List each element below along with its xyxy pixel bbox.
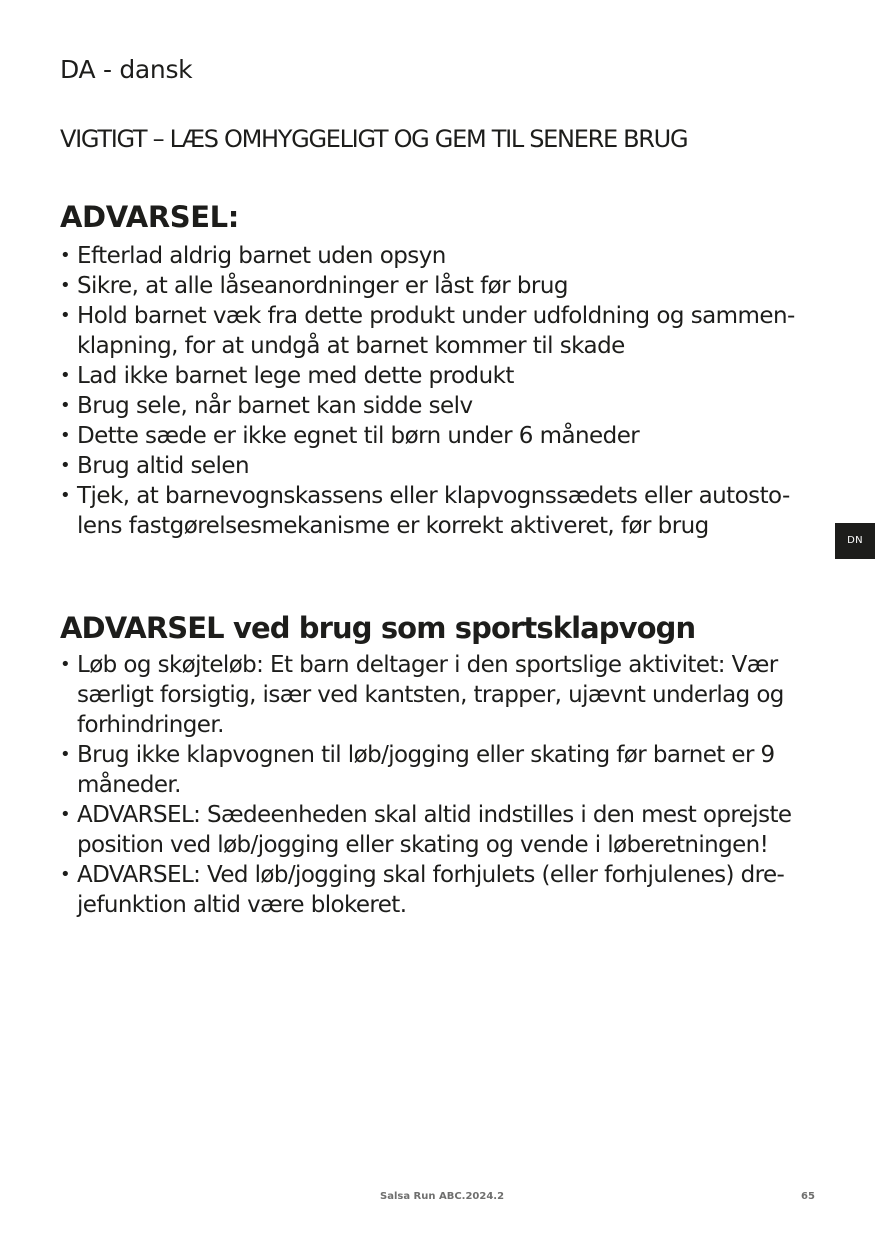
list-item-text: Efterlad aldrig barnet uden opsyn: [77, 243, 446, 269]
bullet-icon: •: [60, 804, 71, 825]
list-item: [60, 650, 820, 740]
list-item-text: Dette sæde er ikke egnet til børn under 6 måneder: [77, 423, 640, 449]
list-item-text: Brug sele, når barnet kan sidde selv: [77, 393, 473, 419]
list-item: [60, 800, 820, 860]
bullet-icon: •: [60, 864, 71, 885]
bullet-icon: •: [60, 654, 71, 675]
list-item: [60, 241, 820, 271]
list-item: [60, 451, 820, 481]
list-item: [60, 391, 820, 421]
footer-product-name: Salsa Run ABC.2024.2: [380, 1191, 505, 1202]
list-item: [60, 301, 820, 361]
language-heading: DA - dansk: [60, 55, 193, 84]
sport-warning-title: ADVARSEL ved brug som sportsklapvogn: [60, 611, 696, 645]
bullet-icon: •: [60, 744, 71, 765]
list-item-text: Løb og skøjteløb: Et barn deltager i den sportslige aktivitet: Vær særligt forsigtig, især ved kantsten, trapper, ujævnt underlag og forhindringer.: [77, 652, 784, 738]
language-tab: DN: [835, 523, 875, 559]
bullet-icon: •: [60, 305, 71, 326]
list-item: [60, 860, 820, 920]
list-item: [60, 271, 820, 301]
warning-title: ADVARSEL:: [60, 200, 239, 234]
list-item-text: Hold barnet væk fra dette produkt under udfoldning og sammen-klapning, for at undgå at barnet kommer til skade: [77, 303, 795, 359]
bullet-icon: •: [60, 245, 71, 266]
sport-warning-list: [60, 650, 820, 920]
list-item-text: Brug altid selen: [77, 453, 249, 479]
list-item: [60, 421, 820, 451]
bullet-icon: •: [60, 455, 71, 476]
list-item: [60, 740, 820, 800]
bullet-icon: •: [60, 365, 71, 386]
page-number: 65: [801, 1191, 815, 1202]
important-notice: VIGTIGT – LÆS OMHYGGELIGT OG GEM TIL SENERE BRUG: [60, 125, 688, 153]
list-item: [60, 481, 820, 541]
list-item: [60, 361, 820, 391]
bullet-icon: •: [60, 395, 71, 416]
warning-list: [60, 241, 820, 541]
bullet-icon: •: [60, 425, 71, 446]
list-item-text: Sikre, at alle låseanordninger er låst før brug: [77, 273, 568, 299]
list-item-text: Lad ikke barnet lege med dette produkt: [77, 363, 514, 389]
bullet-icon: •: [60, 485, 71, 506]
list-item-text: Brug ikke klapvognen til løb/jogging eller skating før barnet er 9 måneder.: [77, 742, 775, 798]
bullet-icon: •: [60, 275, 71, 296]
list-item-text: ADVARSEL: Sædeenheden skal altid indstilles i den mest oprejste position ved løb/jogging eller skating og vende i løberetningen!: [77, 802, 792, 858]
list-item-text: Tjek, at barnevognskassens eller klapvognssædets eller autosto-lens fastgørelsesmekanisme er korrekt aktiveret, før brug: [77, 483, 790, 539]
list-item-text: ADVARSEL: Ved løb/jogging skal forhjulets (eller forhjulenes) dre-jefunktion altid være blokeret.: [77, 862, 785, 918]
